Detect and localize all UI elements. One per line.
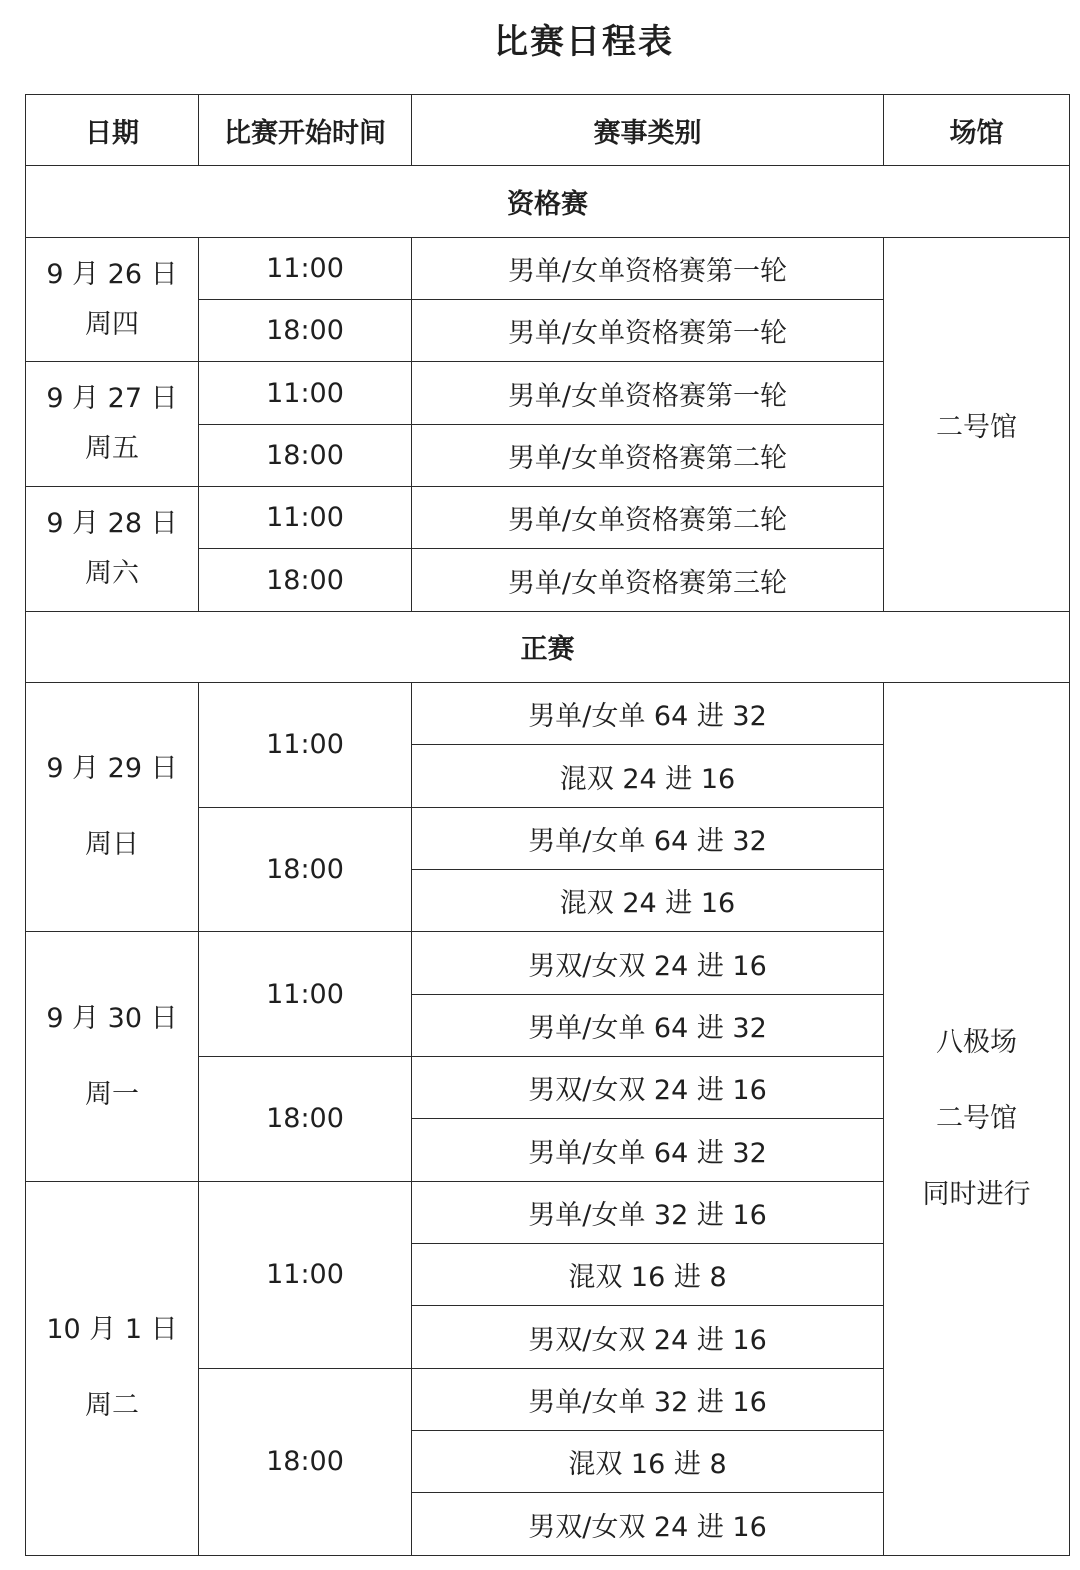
event-cell: 男单/女单 64 进 32 xyxy=(412,807,884,869)
time-cell: 11:00 xyxy=(199,932,412,1057)
event-cell: 男单/女单资格赛第二轮 xyxy=(412,424,884,486)
event-cell: 男单/女单 64 进 32 xyxy=(412,994,884,1056)
event-cell: 男单/女单资格赛第一轮 xyxy=(412,300,884,362)
event-cell: 男双/女双 24 进 16 xyxy=(412,1306,884,1368)
venue-line: 二号馆 xyxy=(936,1103,1017,1135)
time-cell: 11:00 xyxy=(199,1181,412,1368)
table-row xyxy=(26,683,1070,745)
time-cell: 18:00 xyxy=(199,807,412,932)
venue-line: 同时进行 xyxy=(922,1179,1031,1211)
event-cell: 男单/女单资格赛第二轮 xyxy=(412,487,884,549)
event-cell: 男单/女单资格赛第一轮 xyxy=(412,237,884,299)
date-label: 9 月 26 日 xyxy=(46,258,178,290)
header-row xyxy=(26,95,1070,166)
event-cell: 混双 24 进 16 xyxy=(412,870,884,932)
event-cell: 男双/女双 24 进 16 xyxy=(412,1057,884,1119)
section-row xyxy=(26,611,1070,682)
section-main: 正赛 xyxy=(26,611,1070,682)
time-cell: 18:00 xyxy=(199,300,412,362)
venue-line: 八极场 xyxy=(936,1027,1017,1059)
page-title: 比赛日程表 xyxy=(494,22,674,62)
time-cell: 18:00 xyxy=(199,424,412,486)
event-cell: 男单/女单 64 进 32 xyxy=(412,1119,884,1181)
header-event-category: 赛事类别 xyxy=(412,95,884,166)
date-cell xyxy=(26,237,199,362)
event-cell: 男双/女双 24 进 16 xyxy=(412,1493,884,1556)
date-cell xyxy=(26,1181,199,1555)
time-cell: 18:00 xyxy=(199,549,412,611)
weekday-label: 周四 xyxy=(85,308,139,340)
event-cell: 男单/女单资格赛第三轮 xyxy=(412,549,884,611)
event-cell: 男双/女双 24 进 16 xyxy=(412,932,884,994)
weekday-label: 周五 xyxy=(85,433,139,465)
header-venue: 场馆 xyxy=(884,95,1070,166)
event-cell: 混双 16 进 8 xyxy=(412,1244,884,1306)
date-label: 10 月 1 日 xyxy=(46,1314,178,1346)
header-date: 日期 xyxy=(26,95,199,166)
date-label: 9 月 28 日 xyxy=(46,507,178,539)
date-cell xyxy=(26,362,199,487)
event-cell: 男单/女单资格赛第一轮 xyxy=(412,362,884,424)
venue-cell-main xyxy=(884,683,1070,1556)
date-cell xyxy=(26,683,199,932)
time-cell: 11:00 xyxy=(199,487,412,549)
date-label: 9 月 27 日 xyxy=(46,383,178,415)
header-start-time: 比赛开始时间 xyxy=(199,95,412,166)
venue-cell-qualifying: 二号馆 xyxy=(884,237,1070,611)
time-cell: 11:00 xyxy=(199,683,412,808)
weekday-label: 周一 xyxy=(85,1078,139,1110)
time-cell: 11:00 xyxy=(199,362,412,424)
event-cell: 男单/女单 32 进 16 xyxy=(412,1368,884,1430)
date-cell xyxy=(26,487,199,612)
time-cell: 18:00 xyxy=(199,1057,412,1182)
section-qualifying: 资格赛 xyxy=(26,166,1070,237)
event-cell: 混双 24 进 16 xyxy=(412,745,884,807)
date-label: 9 月 29 日 xyxy=(46,753,178,785)
time-cell: 18:00 xyxy=(199,1368,412,1555)
weekday-label: 周六 xyxy=(85,557,139,589)
table-row xyxy=(26,237,1070,299)
event-cell: 男单/女单 32 进 16 xyxy=(412,1181,884,1243)
event-cell: 男单/女单 64 进 32 xyxy=(412,683,884,745)
date-label: 9 月 30 日 xyxy=(46,1002,178,1034)
schedule-table xyxy=(25,94,1070,1556)
weekday-label: 周日 xyxy=(85,829,139,861)
section-row xyxy=(26,166,1070,237)
time-cell: 11:00 xyxy=(199,237,412,299)
date-cell xyxy=(26,932,199,1181)
weekday-label: 周二 xyxy=(85,1390,139,1422)
event-cell: 混双 16 进 8 xyxy=(412,1431,884,1493)
